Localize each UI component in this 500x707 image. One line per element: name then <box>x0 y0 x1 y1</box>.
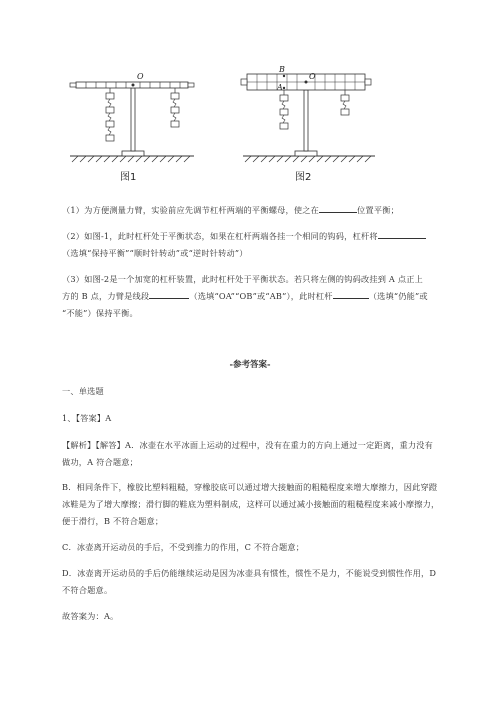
question-3 <box>62 271 457 322</box>
q3-line-1: （3）如图-2是一个加宽的杠杆装置，此时杠杆处于平衡状态。若只将左侧的钩码改挂到 A 点正上 <box>62 274 424 284</box>
figure-1 <box>62 60 202 185</box>
q2-text-a: （2）如图-1，此时杠杆处于平衡状态，如果在杠杆两端各挂一个相同的钩码，杠杆将 <box>62 231 378 241</box>
fig1-point-O: O <box>137 72 144 81</box>
conclusion: 故答案为：A。 <box>62 611 119 621</box>
q3-text-a: 方的 B 点，力臂是线段 <box>62 291 150 301</box>
figure-2 <box>237 60 382 185</box>
analysis-d <box>62 565 457 599</box>
q1-answer-blank <box>319 203 357 213</box>
question-1 <box>62 202 457 219</box>
analysis-a-line-1: 【解析】【解答】A．冰壶在水平冰面上运动的过程中，没有在重力的方向上通过一定距离，重力没有 <box>62 440 434 450</box>
fig2-point-B: B <box>279 65 285 74</box>
answer-section-title: -参考答案- <box>229 360 271 370</box>
figure-1-drawing <box>62 60 202 185</box>
figure-1-caption: 图1 <box>120 172 137 183</box>
analysis-d-line-1: D．冰壶离开运动员的手后仍能继续运动是因为冰壶具有惯性，惯性不是力，不能说受到惯性作用，D <box>62 568 437 578</box>
q3-answer-blank-2 <box>333 289 369 299</box>
q2-answer-blank <box>378 229 426 239</box>
answer-heading: 一、单选题 <box>62 386 104 396</box>
q2-text-b: （选填“保持平衡”“顺时针转动”或“逆时针转动”） <box>62 248 248 258</box>
fig2-point-O: O <box>309 72 316 81</box>
q3-answer-blank-1 <box>149 289 189 299</box>
analysis-b-line-2: 冰鞋是为了增大摩擦；滑行脚的鞋底为塑料制成，这样可以通过减小接触面的粗糙程度来减小摩擦力， <box>62 499 440 509</box>
analysis-b <box>62 479 457 530</box>
fig2-point-A: A <box>277 83 283 92</box>
answer-item-1: 1、【答案】A <box>62 413 112 423</box>
q1-text-b: 位置平衡； <box>357 205 399 215</box>
q3-line-3: “不能”）保持平衡。 <box>62 308 138 318</box>
analysis-b-line-3: 便于滑行，B 不符合题意； <box>62 516 164 526</box>
analysis-a-line-2: 做功，A 符合题意； <box>62 457 139 467</box>
analysis-b-line-1: B．相同条件下，橡胶比塑料粗糙，穿橡胶底可以通过增大接触面的粗糙程度来增大摩擦力，因此穿蹬 <box>62 482 438 492</box>
analysis-c: C．冰壶离开运动员的手后，不受到推力的作用，C 不符合题意； <box>62 542 305 552</box>
q3-text-c: （选填“仍能”或 <box>368 291 428 301</box>
figure-2-drawing <box>237 60 382 185</box>
analysis-d-line-2: 不符合题意。 <box>62 585 113 595</box>
q1-text-a: （1）为方便测量力臂，实验前应先调节杠杆两端的平衡螺母，使之在 <box>62 205 320 215</box>
q3-text-b: （选填“OA”“OB”或“AB”），此时杠杆 <box>189 291 333 301</box>
lever-figures <box>62 60 382 190</box>
analysis-a <box>62 437 457 471</box>
figure-2-caption: 图2 <box>295 172 312 183</box>
question-2 <box>62 228 457 262</box>
